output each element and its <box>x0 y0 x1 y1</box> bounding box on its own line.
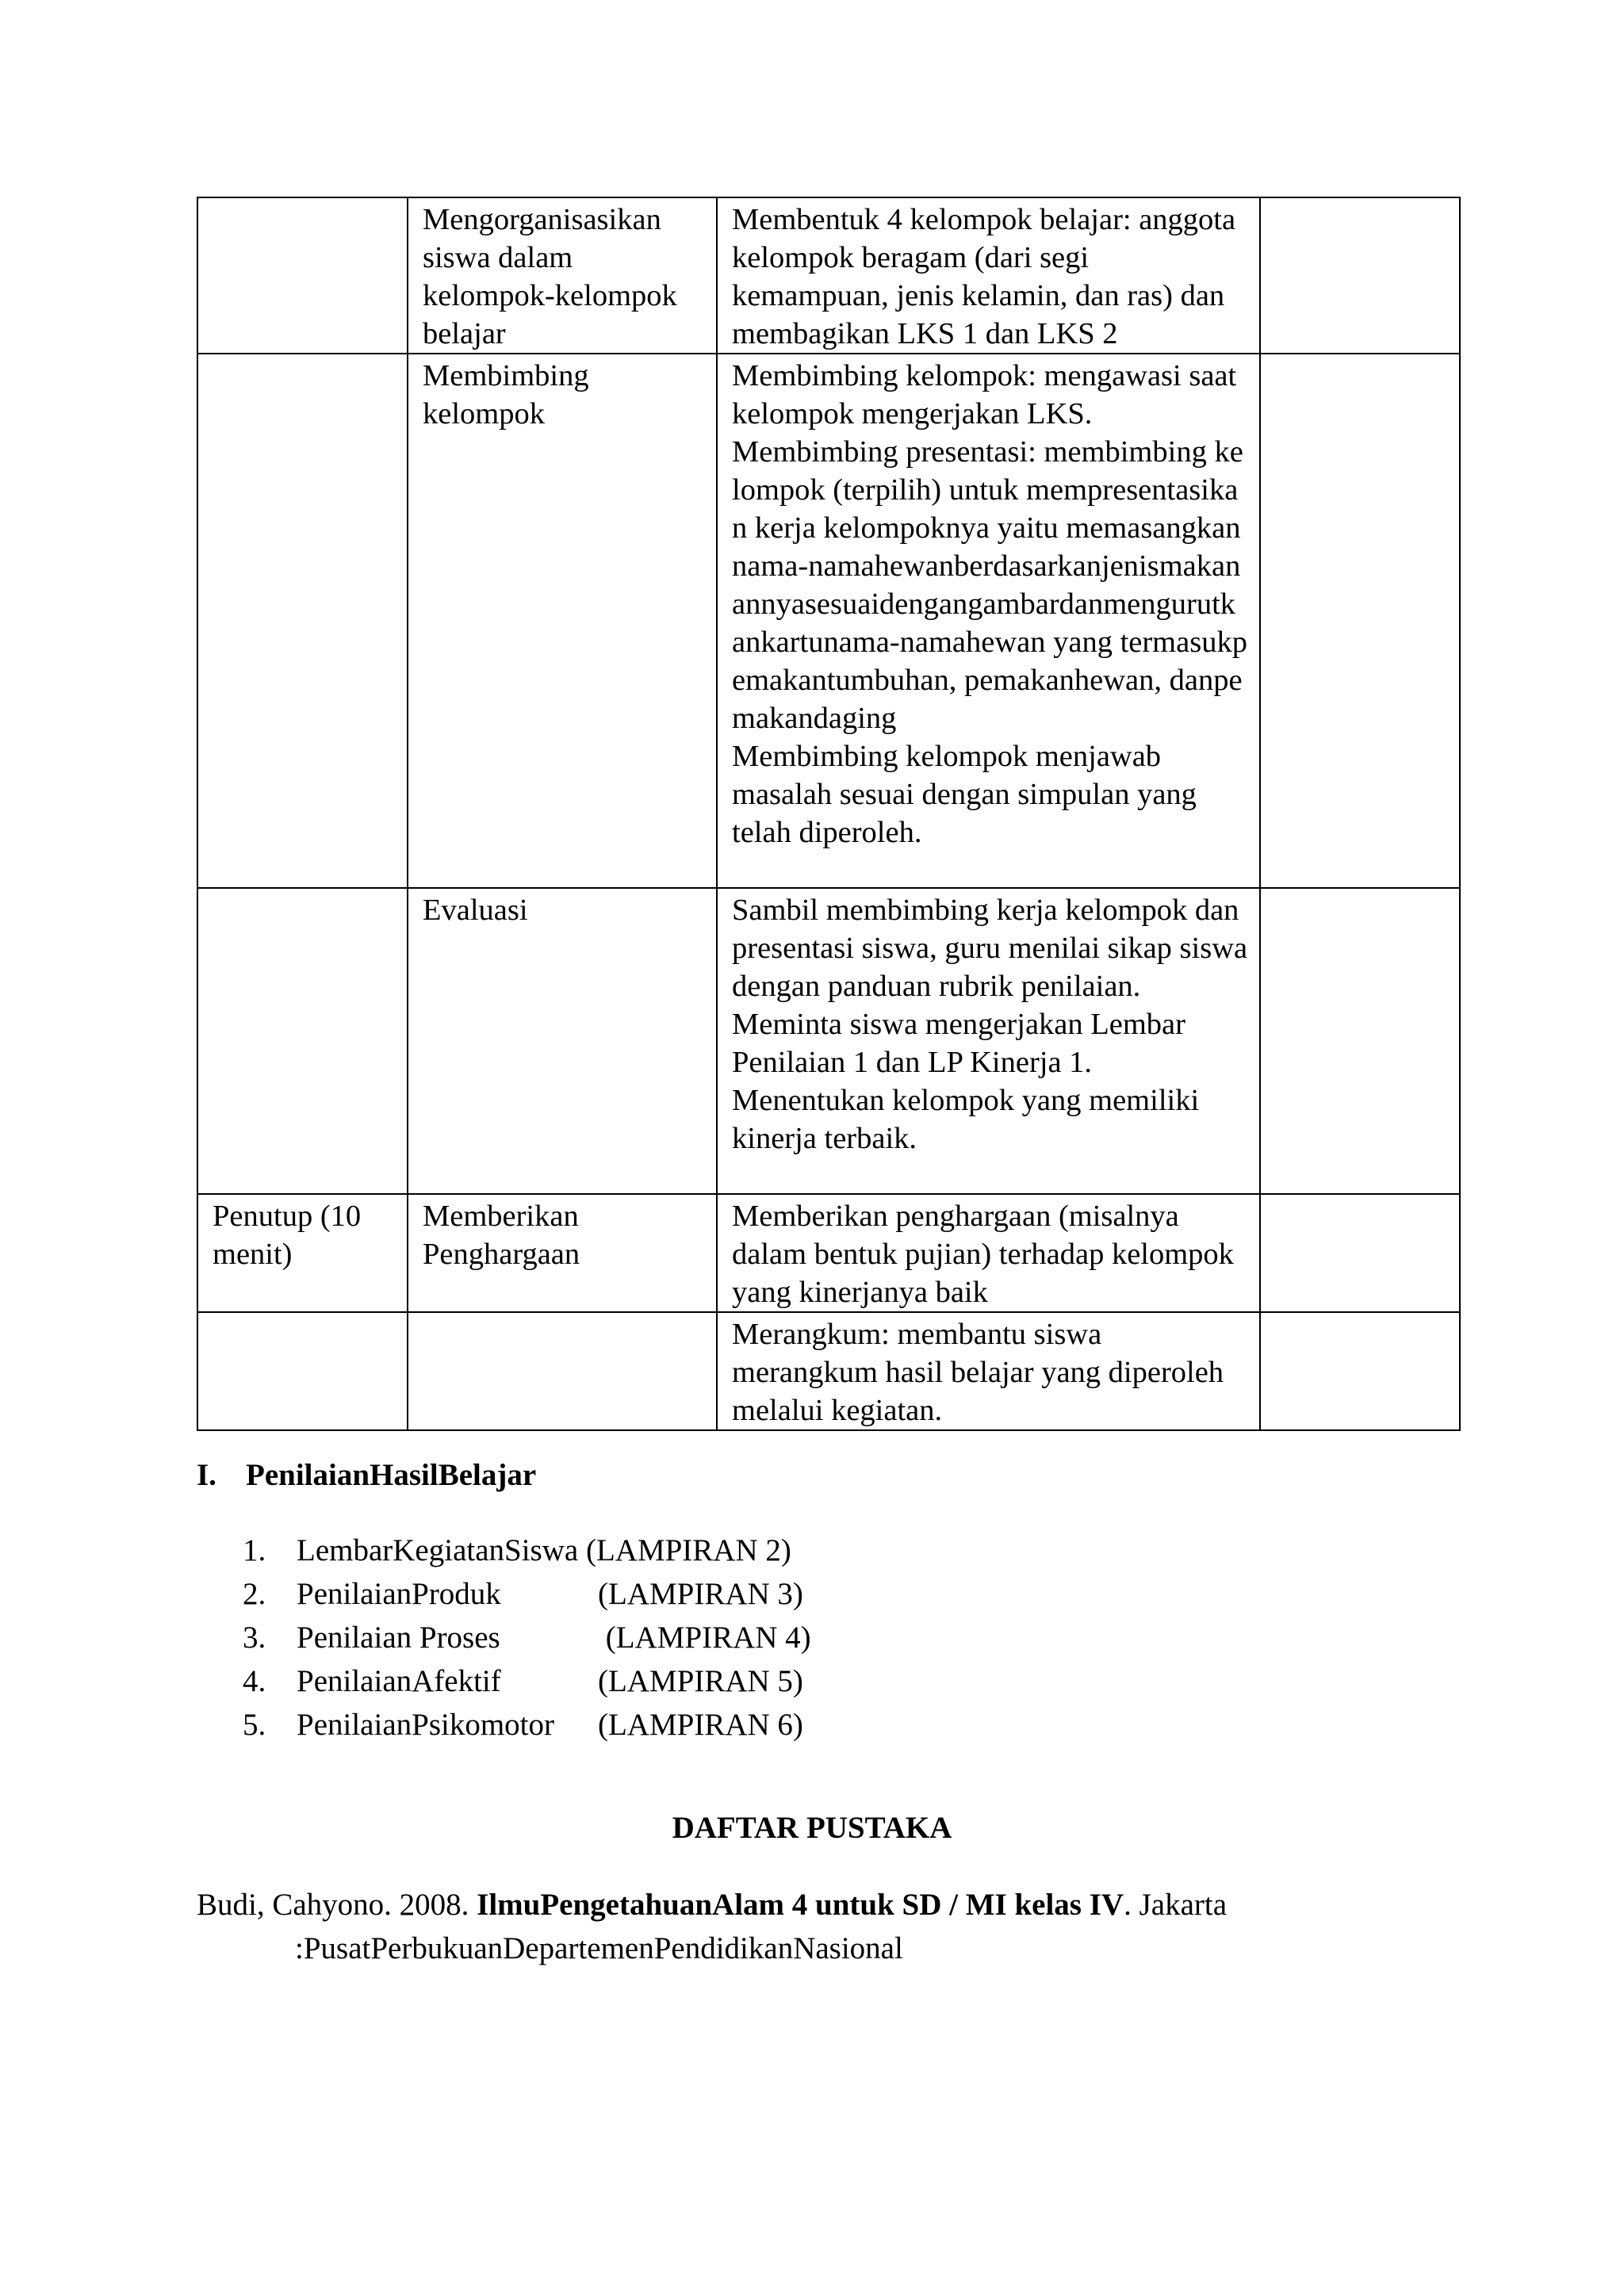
activity-cell <box>717 888 1260 1194</box>
item-name: LembarKegiatanSiswa <box>297 1533 579 1567</box>
table-row <box>197 197 1460 354</box>
item-number: 2. <box>243 1577 266 1611</box>
activity-text: Sambil membimbing kerja kelompok dan presentasi siswa, guru menilai sikap siswa dengan panduan rubrik penilaian. <box>732 894 1248 1003</box>
reference-book-title: IlmuPengetahuanAlam 4 untuk SD / MI kelas IV <box>477 1888 1124 1922</box>
table-row <box>197 1312 1460 1430</box>
time-cell <box>1260 197 1460 354</box>
phase-cell: Membimbing kelompok <box>408 354 717 888</box>
activity-text: Membimbing kelompok menjawab masalah sesuai dengan simpulan yang telah diperoleh. <box>732 740 1197 849</box>
item-name: PenilaianPsikomotor <box>297 1708 554 1742</box>
activity-text: Menentukan kelompok yang memiliki kinerja terbaik. <box>732 1084 1200 1155</box>
section-heading <box>197 1457 536 1493</box>
time-cell <box>1260 1194 1460 1312</box>
item-name: PenilaianProduk <box>297 1577 501 1611</box>
item-ref: (LAMPIRAN 6) <box>598 1708 803 1742</box>
time-cell <box>1260 354 1460 888</box>
item-ref: (LAMPIRAN 4) <box>598 1621 811 1655</box>
list-item <box>243 1703 811 1747</box>
activity-text: Merangkum: membantu siswa merangkum hasil belajar yang diperoleh melalui kegiatan. <box>732 1318 1224 1427</box>
phase-cell: Evaluasi <box>408 888 717 1194</box>
item-number: 1. <box>243 1533 266 1567</box>
reference-author: Budi, Cahyono. 2008. <box>197 1888 477 1922</box>
item-ref: (LAMPIRAN 3) <box>598 1577 803 1611</box>
activity-text: Membimbing presentasi: membimbing kelompok (terpilih) untuk mempresentasikan kerja kelompoknya yaitu memasangkannama-namahewanberdasarkanjenismakanannyasesuaidengangambardanmengurutkankartunama-namahewan yang termasukpemakantumbuhan, pemakanhewan, danpemakandaging <box>732 435 1247 735</box>
item-number: 3. <box>243 1621 266 1655</box>
time-cell <box>1260 888 1460 1194</box>
activity-cell <box>717 197 1260 354</box>
reference-entry <box>197 1883 1227 1970</box>
activity-cell <box>717 354 1260 888</box>
table-row <box>197 1194 1460 1312</box>
table-row <box>197 888 1460 1194</box>
phase-cell: Memberikan Penghargaan <box>408 1194 717 1312</box>
assessment-list <box>243 1529 811 1747</box>
stage-cell <box>197 888 408 1194</box>
phase-cell <box>408 1312 717 1430</box>
item-number: 5. <box>243 1708 266 1742</box>
references-title: DAFTAR PUSTAKA <box>672 1811 952 1845</box>
activity-cell <box>717 1312 1260 1430</box>
activity-text: Meminta siswa mengerjakan Lembar Penilaian 1 dan LP Kinerja 1. <box>732 1008 1185 1079</box>
section-number: I. <box>197 1458 216 1492</box>
list-item <box>243 1529 811 1572</box>
item-ref: (LAMPIRAN 5) <box>598 1664 803 1698</box>
section-title: PenilaianHasilBelajar <box>246 1458 537 1492</box>
item-number: 4. <box>243 1664 266 1698</box>
reference-place: . Jakarta <box>1124 1888 1228 1922</box>
lesson-activity-table <box>197 197 1461 1431</box>
item-ref: (LAMPIRAN 2) <box>585 1533 791 1567</box>
activity-text: Membentuk 4 kelompok belajar: anggota kelompok beragam (dari segi kemampuan, jenis kelamin, dan ras) dan membagikan LKS 1 dan LKS 2 <box>732 203 1236 350</box>
item-name: PenilaianAfektif <box>297 1664 501 1698</box>
reference-publisher: :PusatPerbukuanDepartemenPendidikanNasional <box>295 1931 903 1965</box>
activity-text: Memberikan penghargaan (misalnya dalam bentuk pujian) terhadap kelompok yang kinerjanya baik <box>732 1200 1234 1309</box>
list-item <box>243 1572 811 1616</box>
stage-cell <box>197 197 408 354</box>
phase-cell: Mengorganisasikan siswa dalam kelompok-kelompok belajar <box>408 197 717 354</box>
time-cell <box>1260 1312 1460 1430</box>
list-item <box>243 1616 811 1659</box>
item-name: Penilaian Proses <box>297 1621 500 1655</box>
list-item <box>243 1659 811 1703</box>
stage-cell <box>197 1312 408 1430</box>
table-row <box>197 354 1460 888</box>
stage-cell <box>197 354 408 888</box>
activity-cell <box>717 1194 1260 1312</box>
stage-cell: Penutup (10 menit) <box>197 1194 408 1312</box>
activity-text: Membimbing kelompok: mengawasi saat kelompok mengerjakan LKS. <box>732 359 1237 430</box>
